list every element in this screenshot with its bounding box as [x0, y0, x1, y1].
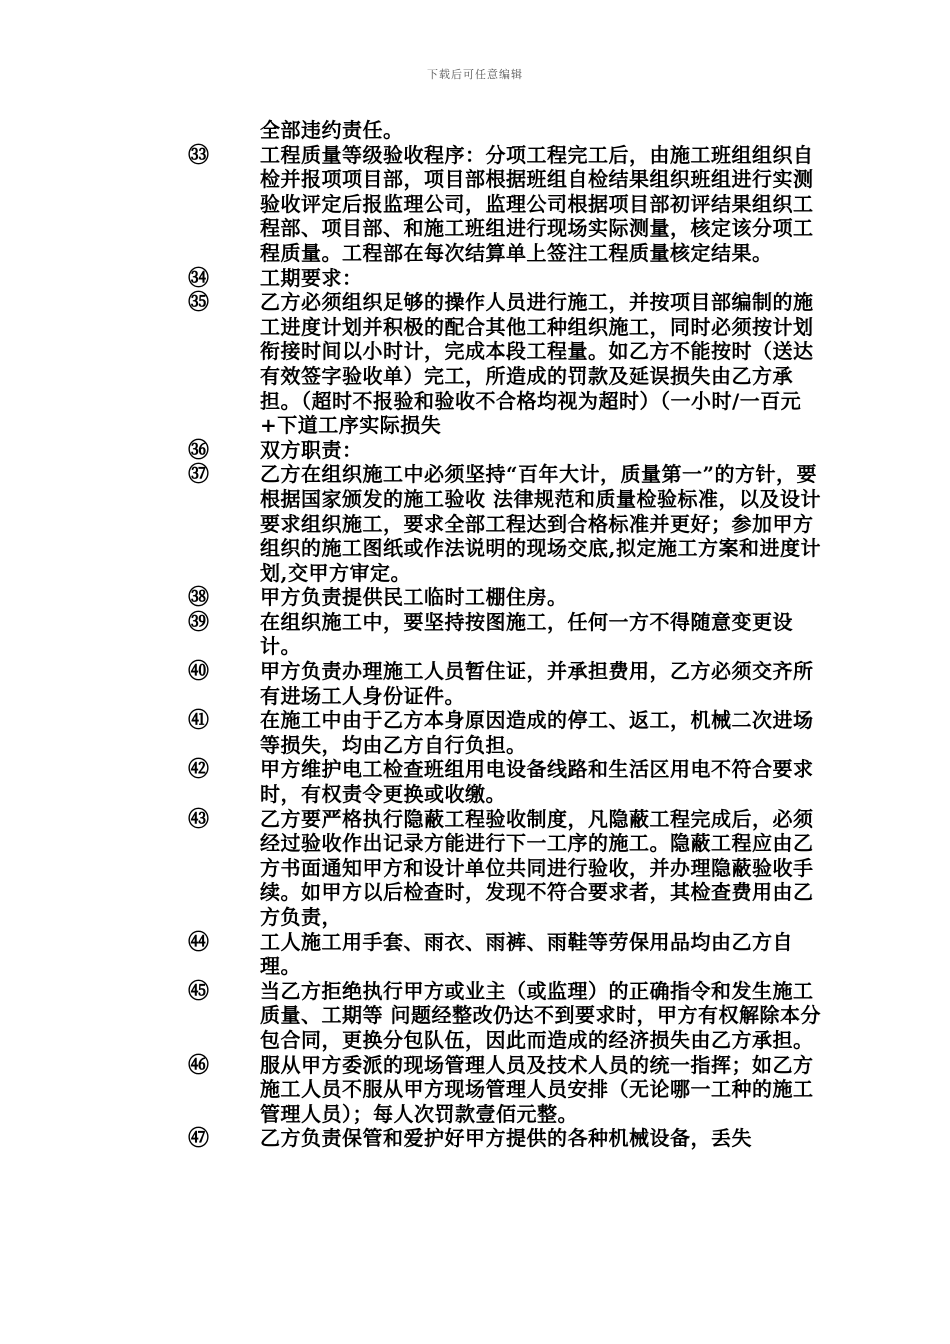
- clause-number: ㊼: [188, 1126, 209, 1151]
- clause-text: 工程质量等级验收程序：分项工程完工后，由施工班组组织自检并报项项目部，项目部根据班组自检结果组织班组进行实测验收评定后报监理公司，监理公司根据项目部初评结果组织工程部、项目部、和施工班组进行现场实际测量，核定该分项工程质量。工程部在每次结算单上签注工程质量核定结果。: [260, 142, 814, 265]
- clause-text: 甲方维护电工检查班组用电设备线路和生活区用电不符合要求时，有权责令更换或收缴。: [260, 757, 814, 807]
- clause-item: [188, 610, 828, 659]
- clause-number: ㊷: [188, 757, 209, 782]
- clause-item: [188, 807, 828, 930]
- clause-text: 在组织施工中，要坚持按图施工，任何一方不得随意变更设计。: [260, 609, 793, 659]
- clause-item: [188, 290, 828, 438]
- clause-text: 乙方要严格执行隐蔽工程验收制度，凡隐蔽工程完成后，必须经过验收作出记录方能进行下一工序的施工。隐蔽工程应由乙方书面通知甲方和设计单位共同进行验收，并办理隐蔽验收手续。如甲方以后检查时，发现不符合要求者，其检查费用由乙方负责，: [260, 806, 814, 929]
- clause-text: 服从甲方委派的现场管理人员及技术人员的统一指挥；如乙方施工人员不服从甲方现场管理人员安排（无论哪一工种的施工管理人员）；每人次罚款壹佰元整。: [260, 1052, 814, 1126]
- document-body: [188, 118, 828, 1151]
- continued-paragraph: [188, 118, 828, 143]
- clause-text: 甲方负责办理施工人员暂住证，并承担费用，乙方必须交齐所有进场工人身份证件。: [260, 659, 814, 708]
- clause-text: 工人施工用手套、雨衣、雨裤、雨鞋等劳保用品均由乙方自理。: [260, 929, 793, 979]
- clause-number: ㊵: [188, 659, 209, 684]
- clause-item: [188, 930, 828, 979]
- clause-number: ㉝: [188, 142, 209, 167]
- clause-text: 乙方负责保管和爱护好甲方提供的各种机械设备，丢失: [260, 1126, 752, 1151]
- clause-number: ㊹: [188, 929, 209, 954]
- clause-item: [188, 143, 828, 266]
- clause-item: [188, 585, 828, 610]
- clause-text: 工期要求：: [260, 265, 363, 290]
- clause-item: [188, 757, 828, 806]
- clause-item: [188, 438, 828, 463]
- clause-number: ㊺: [188, 978, 209, 1003]
- clause-item: [188, 979, 828, 1053]
- page-header: 下载后可任意编辑: [427, 68, 523, 81]
- clause-number: ㊸: [188, 806, 209, 831]
- clause-text: 双方职责：: [260, 437, 363, 462]
- clause-item: [188, 462, 828, 585]
- clause-number: ㉟: [188, 290, 209, 315]
- clause-number: ㉞: [188, 265, 209, 290]
- clause-text: 乙方必须组织足够的操作人员进行施工，并按项目部编制的施工进度计划并积极的配合其他工种组织施工，同时必须按计划衔接时间以小时计，完成本段工程量。如乙方不能按时（送达有效签字验收单）完工，所造成的罚款及延误损失由乙方承担。（超时不报验和验收不合格均视为超时）（一小时/一百元+下道工序实际损失: [260, 290, 814, 438]
- clause-number: ㊱: [188, 437, 209, 462]
- clause-text: 甲方负责提供民工临时工棚住房。: [260, 585, 568, 610]
- paragraph-text: 全部违约责任。: [260, 118, 404, 142]
- clause-item: [188, 266, 828, 291]
- clause-item: [188, 1126, 828, 1151]
- clause-number: ㊴: [188, 609, 209, 634]
- clause-text: 当乙方拒绝执行甲方或业主（或监理）的正确指令和发生施工质量、工期等 问题经整改仍达不到要求时，甲方有权解除本分包合同，更换分包队伍，因此而造成的经济损失由乙方承担。: [260, 978, 821, 1052]
- clause-number: ㊳: [188, 585, 209, 610]
- clause-text: 乙方在组织施工中必须坚持“百年大计，质量第一”的方针，要根据国家颁发的施工验收 法律规范和质量检验标准，以及设计要求组织施工，要求全部工程达到合格标准并更好；参加甲方组织的施工图纸或作法说明的现场交底,拟定施工方案和进度计划,交甲方审定。: [260, 462, 821, 585]
- clause-number: ㊶: [188, 708, 209, 733]
- clause-text: 在施工中由于乙方本身原因造成的停工、返工，机械二次进场等损失，均由乙方自行负担。: [260, 708, 814, 757]
- clause-item: [188, 708, 828, 757]
- clause-list: [188, 143, 828, 1151]
- clause-item: [188, 1053, 828, 1127]
- clause-number: ㊻: [188, 1052, 209, 1077]
- clause-number: ㊲: [188, 462, 209, 487]
- clause-item: [188, 659, 828, 708]
